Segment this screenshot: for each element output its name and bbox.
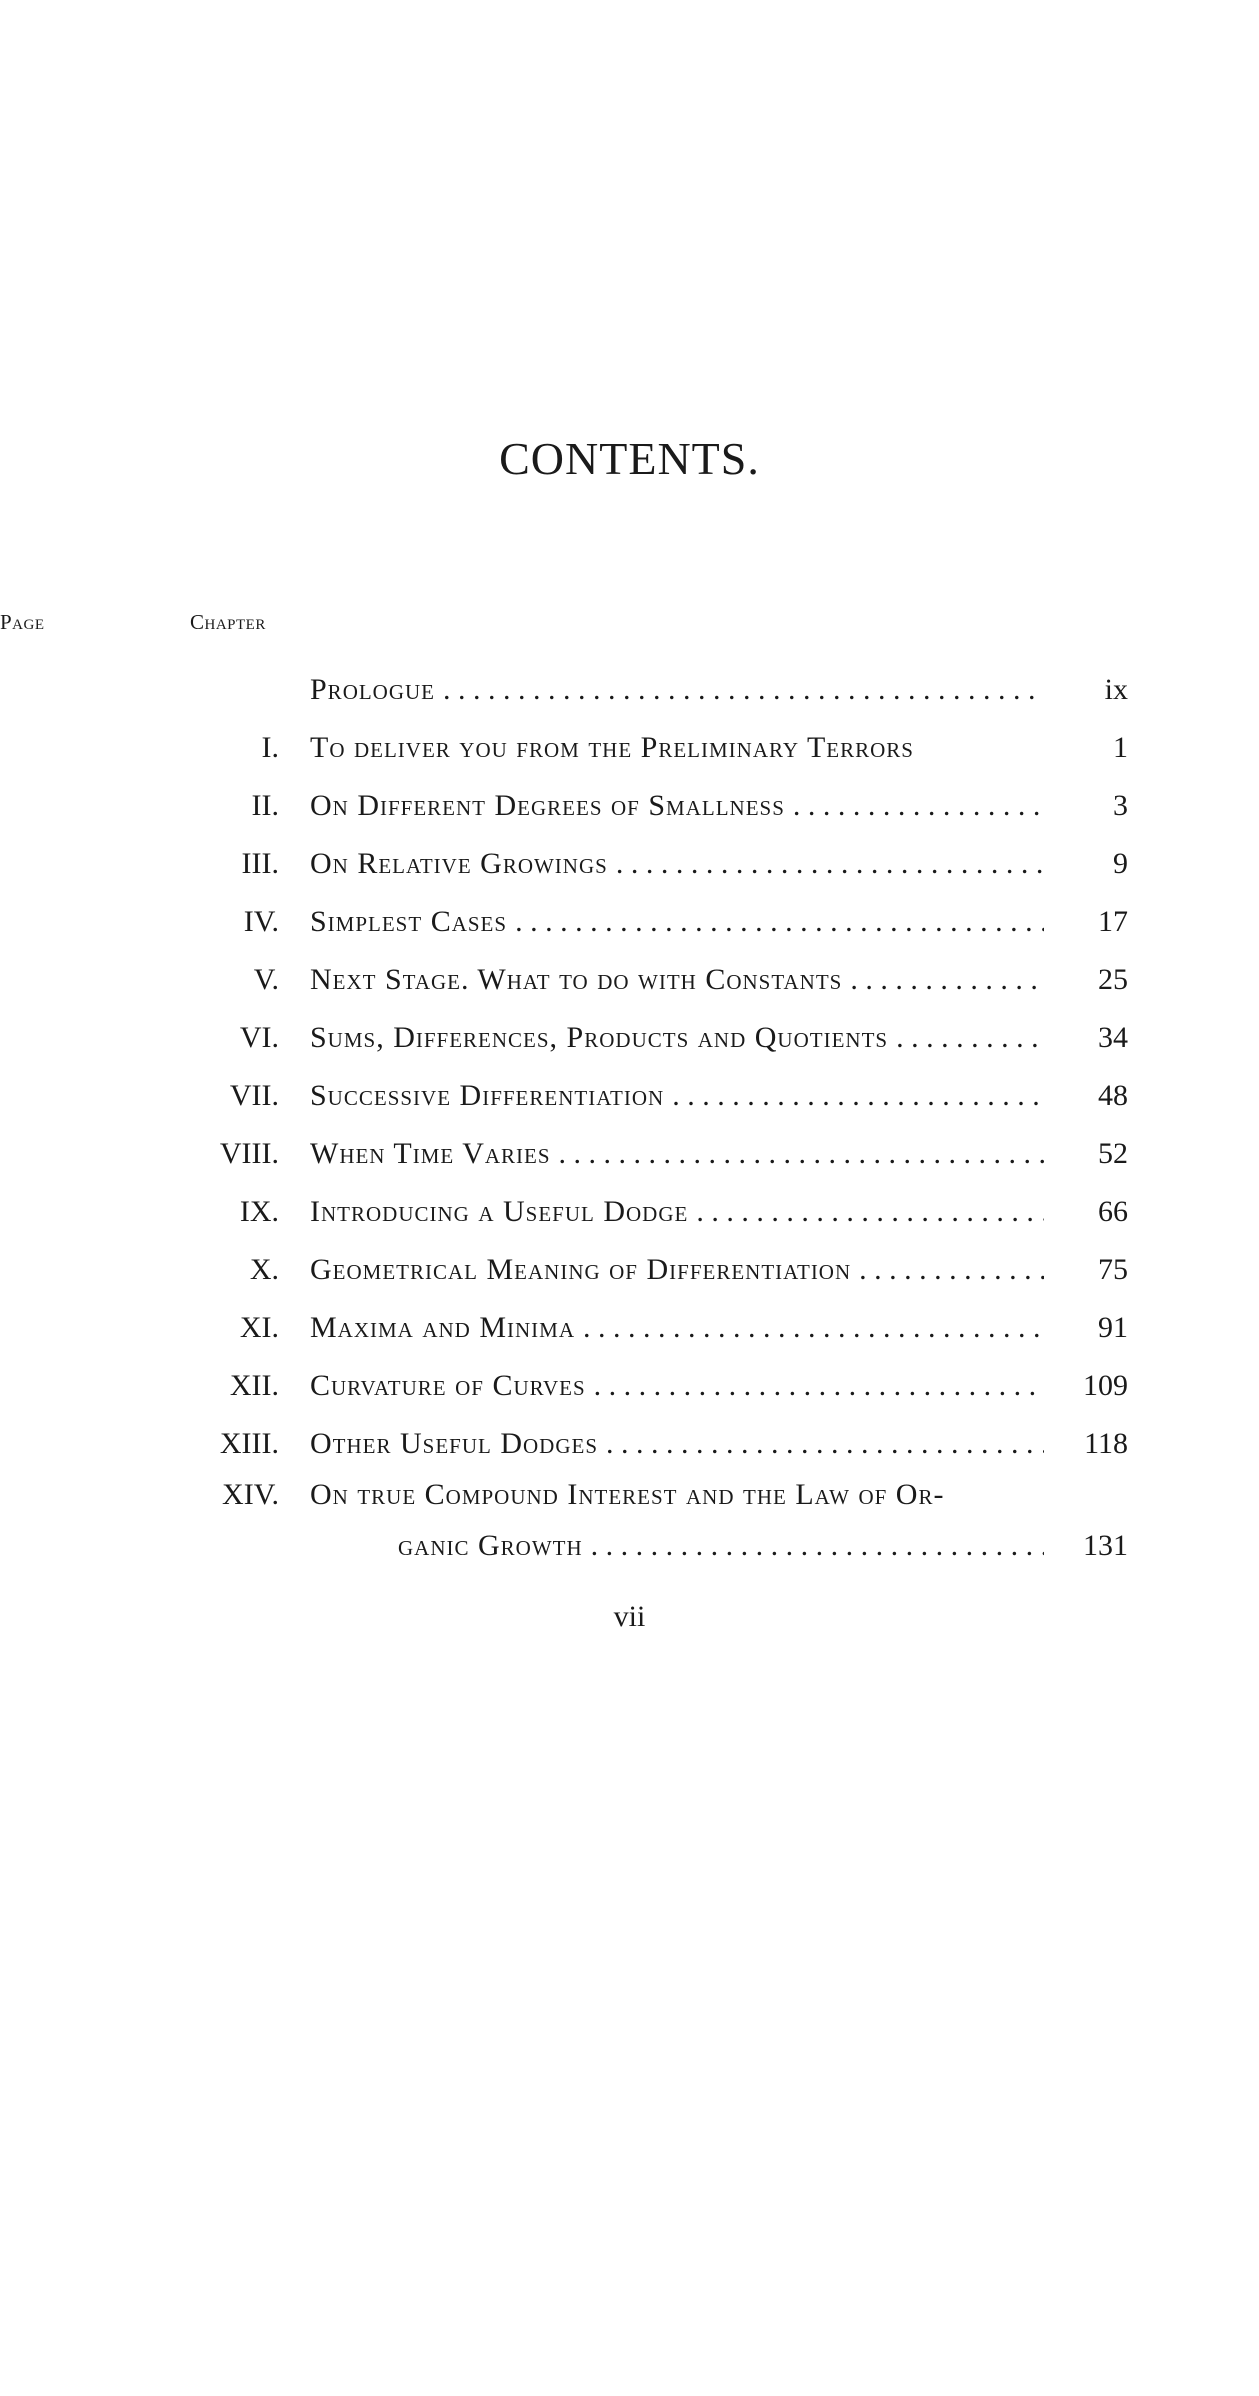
chapter-number: V. [253, 963, 279, 996]
chapter-title: To deliver you from the Preliminary Terrors [310, 731, 914, 764]
chapter-number: VII. [229, 1079, 279, 1112]
chapter-entry [310, 664, 1062, 716]
dot-leader [793, 780, 1044, 832]
page-title: CONTENTS. [499, 433, 760, 484]
page-number: 9 [1113, 847, 1128, 880]
page-number: 52 [1098, 1137, 1128, 1170]
dot-leader [594, 1360, 1044, 1412]
toc-row-chapter-9[interactable] [0, 1186, 1259, 1238]
chapter-entry [310, 722, 1062, 774]
toc-row-chapter-6[interactable] [0, 1012, 1259, 1064]
chapter-entry [310, 1070, 1062, 1122]
dot-leader [850, 954, 1044, 1006]
toc-row-chapter-11[interactable] [0, 1302, 1259, 1354]
chapter-entry [310, 838, 1062, 890]
chapter-entry [310, 1128, 1062, 1180]
chapter-number: VIII. [219, 1137, 279, 1170]
dot-leader [591, 1520, 1044, 1572]
toc-row-chapter-5[interactable] [0, 954, 1259, 1006]
chapter-entry [310, 896, 1062, 948]
page-number: 25 [1098, 963, 1128, 996]
chapter-number: III. [241, 847, 279, 880]
toc-row-chapter-3[interactable] [0, 838, 1259, 890]
page-number: 66 [1098, 1195, 1128, 1228]
toc-row-prologue[interactable] [0, 664, 1259, 716]
page-number: 109 [1083, 1369, 1128, 1402]
chapter-number: IX. [239, 1195, 279, 1228]
chapter-title: Simplest Cases [310, 905, 508, 938]
toc-row-chapter-13[interactable] [0, 1418, 1259, 1470]
chapter-number: IV. [243, 905, 279, 938]
dot-leader [583, 1302, 1044, 1354]
chapter-entry [310, 780, 1062, 832]
chapter-entry [310, 1186, 1062, 1238]
chapter-title: On Different Degrees of Smallness [310, 789, 785, 822]
dot-leader [896, 1012, 1044, 1064]
toc-row-chapter-1[interactable] [0, 722, 1259, 774]
toc-row-chapter-4[interactable] [0, 896, 1259, 948]
page-number: 3 [1113, 789, 1128, 822]
chapter-entry [310, 1360, 1062, 1412]
page-number: 34 [1098, 1021, 1128, 1054]
chapter-title: Maxima and Minima [310, 1311, 575, 1344]
dot-leader [515, 896, 1044, 948]
chapter-entry-continued [398, 1520, 1062, 1572]
chapter-title: Other Useful Dodges [310, 1427, 599, 1460]
dot-leader [616, 838, 1044, 890]
chapter-number: VI. [239, 1021, 279, 1054]
chapter-entry [310, 1244, 1062, 1296]
chapter-title-continued: ganic Growth [398, 1529, 583, 1562]
chapter-entry [310, 1012, 1062, 1064]
toc-row-chapter-8[interactable] [0, 1128, 1259, 1180]
chapter-number: XIV. [222, 1478, 279, 1511]
chapter-number: X. [249, 1253, 279, 1286]
toc-row-chapter-10[interactable] [0, 1244, 1259, 1296]
chapter-title: On Relative Growings [310, 847, 608, 880]
chapter-column-header: Chapter [190, 610, 266, 634]
dot-leader [559, 1128, 1044, 1180]
chapter-title: When Time Varies [310, 1137, 551, 1170]
dot-leader [443, 664, 1044, 716]
chapter-title: Prologue [310, 673, 436, 706]
toc-row-chapter-14[interactable] [0, 1469, 1259, 1521]
chapter-entry [310, 1469, 1062, 1521]
chapter-entry [310, 1302, 1062, 1354]
dot-leader [672, 1070, 1044, 1122]
chapter-number: XII. [229, 1369, 279, 1402]
page-number: 118 [1084, 1427, 1128, 1460]
chapter-number: XIII. [219, 1427, 279, 1460]
chapter-number: I. [261, 731, 279, 764]
dot-leader [859, 1244, 1044, 1296]
dot-leader [696, 1186, 1044, 1238]
page-number: 91 [1098, 1311, 1128, 1344]
chapter-entry [310, 954, 1062, 1006]
page-column-header: Page [0, 610, 45, 634]
toc-row-chapter-12[interactable] [0, 1360, 1259, 1412]
page-number: ix [1104, 673, 1128, 706]
chapter-title: Sums, Differences, Products and Quotients [310, 1021, 889, 1054]
chapter-title: Geometrical Meaning of Differentiation [310, 1253, 852, 1286]
toc-row-chapter-7[interactable] [0, 1070, 1259, 1122]
page-number: 1 [1113, 731, 1128, 764]
chapter-title: Next Stage. What to do with Constants [310, 963, 843, 996]
toc-row-chapter-2[interactable] [0, 780, 1259, 832]
chapter-title: Introducing a Useful Dodge [310, 1195, 689, 1228]
chapter-number: II. [251, 789, 279, 822]
toc-row-chapter-14-continued[interactable] [0, 1520, 1259, 1572]
chapter-number: XI. [239, 1311, 279, 1344]
chapter-title: On true Compound Interest and the Law of Or- [310, 1478, 945, 1511]
page-folio: vii [613, 1600, 646, 1633]
page-number: 17 [1098, 905, 1128, 938]
page-number: 75 [1098, 1253, 1128, 1286]
page-number: 131 [1083, 1529, 1128, 1562]
chapter-title: Successive Differentiation [310, 1079, 665, 1112]
page-number: 48 [1098, 1079, 1128, 1112]
dot-leader [606, 1418, 1044, 1470]
chapter-title: Curvature of Curves [310, 1369, 586, 1402]
chapter-entry [310, 1418, 1062, 1470]
